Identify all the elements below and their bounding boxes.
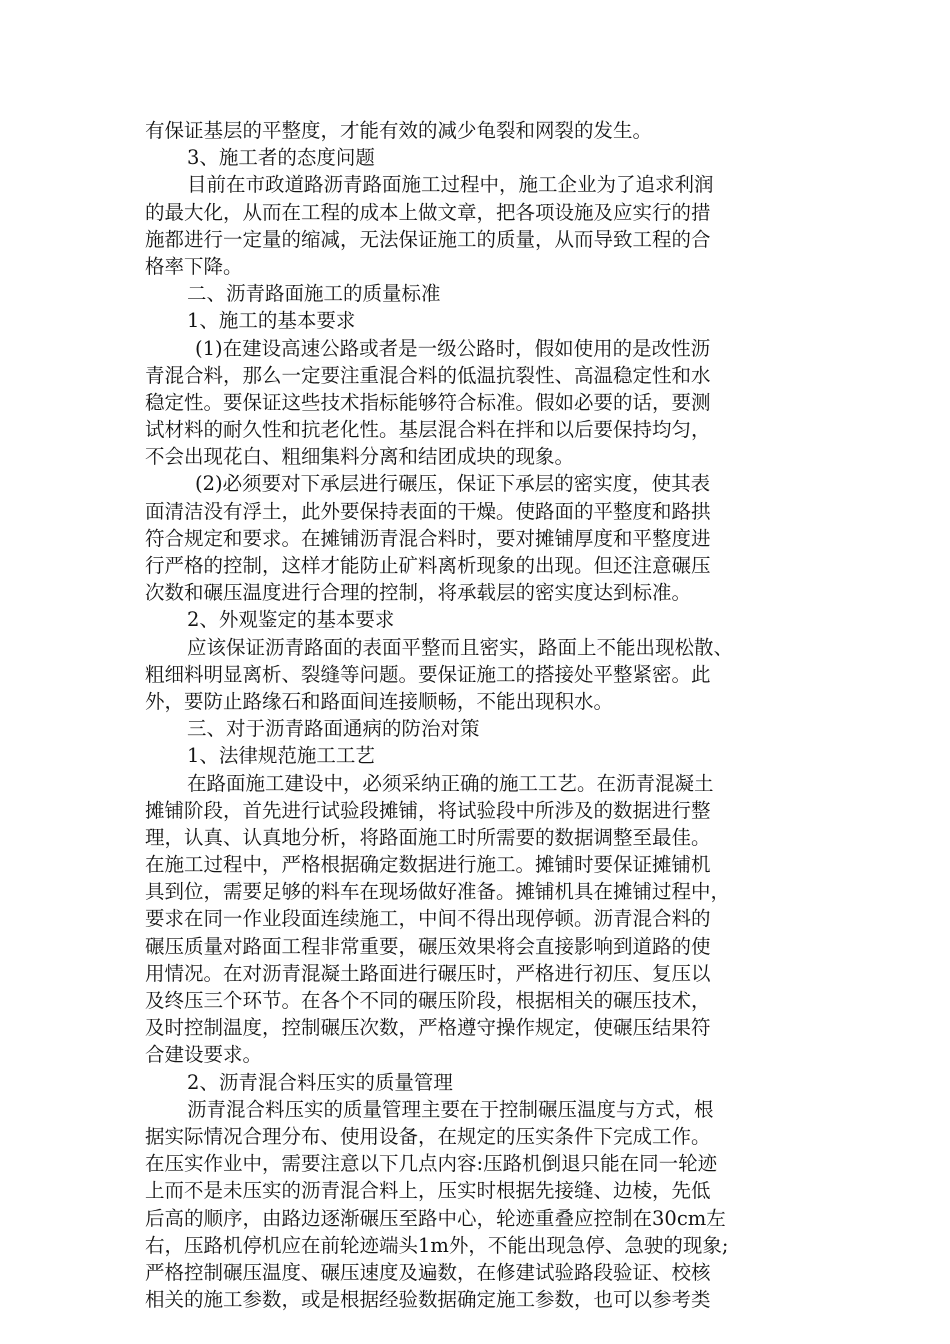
text-line: 试材料的耐久性和抗老化性。基层混合料在拌和以后要保持均匀， (145, 418, 711, 442)
text-line: 行严格的控制，这样才能防止矿料离析现象的出现。但还注意碾压 (145, 554, 711, 577)
text-line: 在路面施工建设中，必须采纳正确的施工工艺。在沥青混凝土 (187, 771, 714, 795)
text-line: 及终压三个环节。在各个不同的碾压阶段，根据相关的碾压技术， (145, 989, 711, 1012)
text-line: 右，压路机停机应在前轮迹端头1m外，不能出现急停、急驶的现象; (145, 1233, 729, 1257)
text-line: 1、法律规范施工工艺 (187, 744, 375, 768)
text-line: (2)必须要对下承层进行碾压，保证下承层的密实度，使其表 (195, 472, 711, 496)
text-line: 在压实作业中，需要注意以下几点内容:压路机倒退只能在同一轮迹 (145, 1152, 718, 1176)
text-line: 2、沥青混合料压实的质量管理 (187, 1070, 453, 1094)
text-line: 的最大化，从而在工程的成本上做文章，把各项设施及应实行的措 (145, 200, 711, 224)
text-line: 要求在同一作业段面连续施工，中间不得出现停顿。沥青混合料的 (145, 907, 711, 931)
document-body (145, 117, 807, 1313)
text-line: 稳定性。要保证这些技术指标能够符合标准。假如必要的话，要测 (145, 390, 711, 414)
text-line: 施都进行一定量的缩减，无法保证施工的质量，从而导致工程的合 (145, 227, 711, 251)
text-line: 粗细料明显离析、裂缝等问题。要保证施工的搭接处平整紧密。此 (145, 662, 711, 686)
text-line: 次数和碾压温度进行合理的控制，将承载层的密实度达到标准。 (145, 581, 692, 605)
text-line: 严格控制碾压温度、碾压速度及遍数，在修建试验路段验证、校核 (145, 1260, 711, 1284)
text-line: 合建设要求。 (145, 1043, 263, 1067)
text-line: 上而不是未压实的沥青混合料上，压实时根据先接缝、边棱，先低 (145, 1179, 711, 1203)
text-line: 不会出现花白、粗细集料分离和结团成块的现象。 (145, 445, 575, 469)
text-line: (1)在建设高速公路或者是一级公路时，假如使用的是改性沥 (195, 336, 711, 360)
text-line: 在施工过程中，严格根据确定数据进行施工。摊铺时要保证摊铺机 (145, 853, 711, 877)
text-line: 及时控制温度，控制碾压次数，严格遵守操作规定，使碾压结果符 (145, 1016, 711, 1040)
text-line: 面清洁没有浮土，此外要保持表面的干燥。使路面的平整度和路拱 (145, 499, 711, 523)
text-line: 青混合料，那么一定要注重混合料的低温抗裂性、高温稳定性和水 (145, 363, 711, 387)
text-line: 后高的顺序，由路边逐渐碾压至路中心，轮迹重叠应控制在30cm左 (145, 1206, 726, 1230)
text-line: 相关的施工参数，或是根据经验数据确定施工参数，也可以参考类 (145, 1288, 711, 1312)
text-line: 1、施工的基本要求 (187, 309, 356, 333)
text-line: 沥青混合料压实的质量管理主要在于控制碾压温度与方式，根 (187, 1097, 714, 1121)
text-line: 理，认真、认真地分析，将路面施工时所需要的数据调整至最佳。 (145, 825, 711, 849)
text-line: 据实际情况合理分布、使用设备，在规定的压实条件下完成工作。 (145, 1124, 711, 1148)
text-line: 格率下降。 (145, 254, 243, 278)
text-line: 具到位，需要足够的料车在现场做好准备。摊铺机具在摊铺过程中， (145, 880, 731, 904)
text-line: 三、对于沥青路面通病的防治对策 (187, 717, 480, 741)
text-line: 目前在市政道路沥青路面施工过程中，施工企业为了追求利润 (187, 173, 714, 197)
text-line: 符合规定和要求。在摊铺沥青混合料时，要对摊铺厚度和平整度进 (145, 526, 711, 550)
text-line: 有保证基层的平整度，才能有效的减少龟裂和网裂的发生。 (145, 119, 653, 142)
text-line: 2、外观鉴定的基本要求 (187, 608, 395, 632)
text-line: 用情况。在对沥青混凝土路面进行碾压时，严格进行初压、复压以 (145, 961, 711, 985)
text-line: 二、沥青路面施工的质量标准 (187, 282, 441, 306)
text-line: 碾压质量对路面工程非常重要，碾压效果将会直接影响到道路的使 (145, 934, 711, 958)
text-line: 外，要防止路缘石和路面间连接顺畅，不能出现积水。 (145, 689, 614, 713)
text-line: 3、施工者的态度问题 (187, 146, 375, 170)
text-line: 应该保证沥青路面的表面平整而且密实，路面上不能出现松散、 (187, 635, 734, 659)
text-line: 摊铺阶段，首先进行试验段摊铺，将试验段中所涉及的数据进行整 (145, 798, 711, 822)
